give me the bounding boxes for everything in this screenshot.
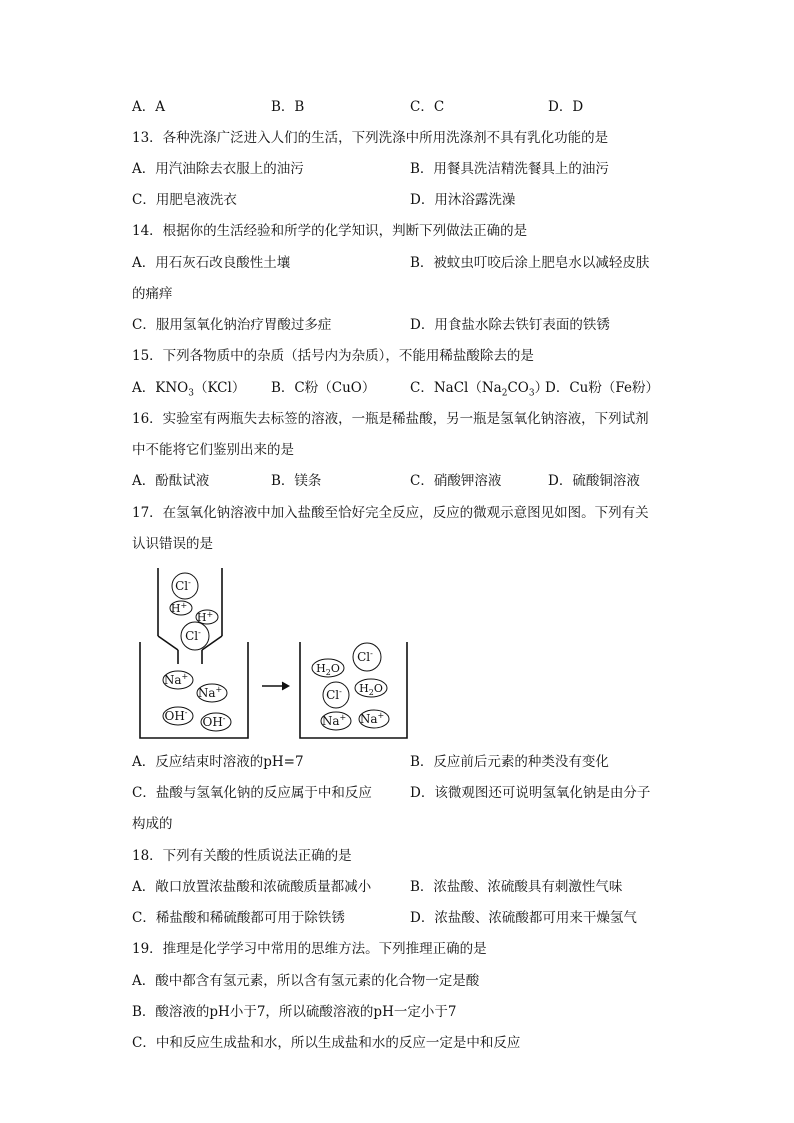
q17-option-d: D．该微观图还可说明氢氧化钠是由分子 xyxy=(410,785,651,801)
q12-option-c: C．C xyxy=(410,99,445,115)
q17-option-d-continued: 构成的 xyxy=(132,816,173,832)
q18-option-a: A．敞口放置浓盐酸和浓硫酸质量都减小 xyxy=(132,879,372,895)
q17-stem-continued: 认识错误的是 xyxy=(132,536,213,552)
q18-option-b: B．浓盐酸、浓硫酸具有刺激性气味 xyxy=(410,879,623,895)
q15-option-d: D．Cu粉（Fe粉） xyxy=(545,380,659,396)
q13-option-a: A．用汽油除去衣服上的油污 xyxy=(132,161,304,177)
q13-option-d: D．用沐浴露洗澡 xyxy=(410,192,516,208)
q18-option-d: D．浓盐酸、浓硫酸都可用来干燥氢气 xyxy=(410,910,637,926)
q16-option-d: D．硫酸铜溶液 xyxy=(548,473,640,489)
q14-option-b-continued: 的痛痒 xyxy=(132,286,173,302)
molecule-h2o: $H_2O$ xyxy=(316,662,340,677)
q19-option-a: A．酸中都含有氢元素，所以含有氢元素的化合物一定是酸 xyxy=(132,973,480,989)
q17-option-b: B．反应前后元素的种类没有变化 xyxy=(410,754,609,770)
q13-option-b: B．用餐具洗洁精洗餐具上的油污 xyxy=(410,161,609,177)
ion-oh: OH- xyxy=(164,708,188,723)
q16-stem-continued: 中不能将它们鉴别出来的是 xyxy=(132,442,294,458)
q12-option-a: A．A xyxy=(132,99,165,115)
q18-stem: 18．下列有关酸的性质说法正确的是 xyxy=(132,848,352,864)
q12-option-b: B．B xyxy=(271,99,305,115)
q13-option-c: C．用肥皂液洗衣 xyxy=(132,192,237,208)
ion-h: H+ xyxy=(196,610,214,624)
ion-na: Na+ xyxy=(359,711,385,726)
q18-option-c: C．稀盐酸和稀硫酸都可用于除铁锈 xyxy=(132,910,345,926)
ion-na: Na+ xyxy=(197,685,223,700)
q14-stem: 14．根据你的生活经验和所学的化学知识，判断下列做法正确的是 xyxy=(132,223,528,239)
q15-stem: 15．下列各物质中的杂质（括号内为杂质），不能用稀盐酸除去的是 xyxy=(132,348,534,364)
q14-option-a: A．用石灰石改良酸性土壤 xyxy=(132,255,291,271)
ion-na: Na+ xyxy=(163,672,189,687)
q19-option-b: B．酸溶液的pH小于7，所以硫酸溶液的pH一定小于7 xyxy=(132,1004,457,1020)
q19-stem: 19．推理是化学学习中常用的思维方法。下列推理正确的是 xyxy=(132,941,487,957)
q14-option-b: B．被蚊虫叮咬后涂上肥皂水以减轻皮肤 xyxy=(410,255,650,271)
ion-cl: Cl- xyxy=(175,578,191,593)
q14-option-c: C．服用氢氧化钠治疗胃酸过多症 xyxy=(132,317,332,333)
ion-h: H+ xyxy=(170,601,188,615)
q16-option-c: C．硝酸钾溶液 xyxy=(410,473,502,489)
molecule-h2o: $H_2O$ xyxy=(359,682,383,697)
q17-option-c: C．盐酸与氢氧化钠的反应属于中和反应 xyxy=(132,785,372,801)
ion-cl: Cl- xyxy=(185,628,201,643)
q15-option-a: A．$KNO_3(KCl)$ xyxy=(132,380,246,399)
q15-option-c: C．$NaCl(Na_2CO_3)$ xyxy=(410,380,549,399)
q16-stem: 16．实验室有两瓶失去标签的溶液，一瓶是稀盐酸，另一瓶是氢氧化钠溶液，下列试剂 xyxy=(132,411,649,427)
reaction-diagram xyxy=(130,566,420,746)
q17-option-a: A．反应结束时溶液的pH=7 xyxy=(132,754,304,770)
ion-oh: OH- xyxy=(202,714,226,729)
q16-option-a: A．酚酞试液 xyxy=(132,473,210,489)
q19-option-c: C．中和反应生成盐和水，所以生成盐和水的反应一定是中和反应 xyxy=(132,1035,521,1051)
q12-option-d: D．D xyxy=(548,99,584,115)
q17-stem: 17．在氢氧化钠溶液中加入盐酸至恰好完全反应，反应的微观示意图见如图。下列有关 xyxy=(132,505,649,521)
q15-option-b: B．C粉（CuO） xyxy=(271,380,376,396)
q16-option-b: B．镁条 xyxy=(271,473,322,489)
ion-na: Na+ xyxy=(321,713,347,728)
ion-cl: Cl- xyxy=(357,649,373,664)
q13-stem: 13．各种洗涤广泛进入人们的生活，下列洗涤中所用洗涤剂不具有乳化功能的是 xyxy=(132,130,609,146)
ion-cl: Cl- xyxy=(326,687,342,702)
q14-option-d: D．用食盐水除去铁钉表面的铁锈 xyxy=(410,317,610,333)
